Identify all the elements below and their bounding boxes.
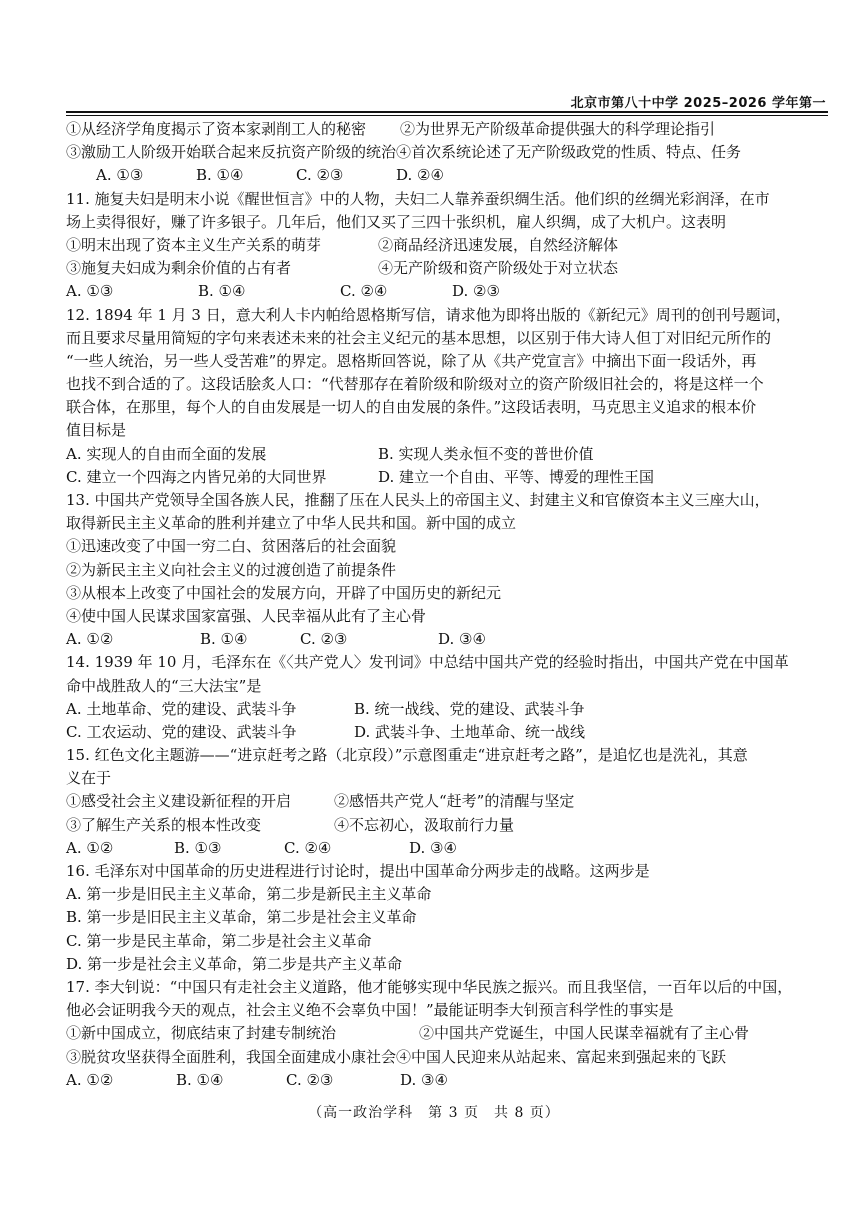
question-stem: 16. 毛泽东对中国革命的历史进程进行讨论时，提出中国革命分两步走的战略。这两步是 (66, 862, 650, 880)
statement: ③脱贫攻坚获得全面胜利，我国全面建成小康社会 (66, 1047, 397, 1066)
option-row (66, 466, 836, 489)
statement: ①从经济学角度揭示了资本家剥削工人的秘密 (66, 120, 367, 138)
option-a: A. ①② (66, 630, 114, 649)
option-b: B. ①④ (198, 282, 246, 301)
statement: ④中国人民迎来从站起来、富起来到强起来的飞跃 (396, 1047, 727, 1066)
option-c: C. ②④ (340, 282, 388, 301)
option-row (66, 628, 836, 651)
statement-row (66, 814, 836, 837)
statement: ②为新民主主义向社会主义的过渡创造了前提条件 (66, 560, 397, 579)
option-row (66, 443, 836, 466)
option-row (66, 280, 836, 303)
statement: ②商品经济迅速发展，自然经济解体 (378, 235, 619, 254)
option-d: D. ③④ (400, 1070, 448, 1089)
question-stem: 而且要求尽量用简短的字句来表述未来的社会主义纪元的基本思想，以区别于伟大诗人但丁对旧纪元所作的 (66, 328, 772, 347)
option-c: C. ②③ (286, 1070, 334, 1089)
statement: ②感悟共产党人“赶考”的清醒与坚定 (334, 792, 575, 811)
option-b: B. ①④ (176, 1070, 224, 1089)
statement: ②中国共产党诞生，中国人民谋幸福就有了主心骨 (419, 1024, 750, 1043)
header-rule (66, 111, 828, 113)
statement: ③从根本上改变了中国社会的发展方向，开辟了中国历史的新纪元 (66, 583, 502, 602)
option-a: A. 实现人的自由而全面的发展 (66, 444, 267, 463)
statement-row (66, 790, 836, 813)
option-b: B. 实现人类永恒不变的普世价值 (378, 444, 594, 463)
question-stem: 场上卖得很好，赚了许多银子。几年后，他们又买了三四十张织机，雇人织绸，成了大机户。这表明 (66, 212, 727, 231)
question-stem: 命中战胜敌人的“三大法宝”是 (66, 676, 262, 695)
statement: ①感受社会主义建设新征程的开启 (66, 792, 292, 811)
question-stem: “一些人统治，另一些人受苦难”的界定。恩格斯回答说，除了从《共产党宣言》中摘出下面一段话外，再 (66, 351, 757, 370)
option-a: A. ①② (66, 1070, 114, 1089)
question-stem: 义在于 (66, 769, 112, 788)
page-header: 北京市第八十中学 2025–2026 学年第一 (570, 96, 826, 111)
option-row (66, 698, 836, 721)
question-stem: 12. 1894 年 1 月 3 日，意大利人卡内帕给恩格斯写信，请求他为即将出版的《新纪元》周刊的创刊号题词， (66, 305, 791, 324)
option-d: D. 建立一个自由、平等、博爱的理性王国 (378, 467, 655, 486)
question-stem: 17. 李大钊说：“中国只有走社会主义道路，他才能够实现中华民族之振兴。而且我坚信，一百年以后的中国， (66, 977, 793, 996)
option-row (66, 721, 836, 744)
option-c: C. 工农运动、党的建设、武装斗争 (66, 722, 297, 741)
option-d: D. 第一步是社会主义革命，第二步是共产主义革命 (66, 954, 403, 973)
option-b: B. 第一步是旧民主主义革命，第二步是社会主义革命 (66, 908, 417, 927)
question-stem: 他必会证明我今天的观点，社会主义绝不会辜负中国！”最能证明李大钊预言科学性的事实是 (66, 1001, 674, 1020)
statement-row (66, 1046, 836, 1069)
statement: ④使中国人民谋求国家富强、人民幸福从此有了主心骨 (66, 606, 427, 625)
statement-row (66, 1022, 836, 1045)
statement-row (66, 118, 836, 141)
option-b: B. ①④ (200, 630, 248, 649)
option-a: A. ①③ (96, 166, 144, 185)
statement: ③激励工人阶级开始联合起来反抗资产阶级的统治 (66, 143, 397, 162)
question-content (66, 118, 836, 1092)
option-a: A. ①② (66, 838, 114, 857)
option-b: B. ①④ (196, 166, 244, 185)
option-c: C. ②③ (300, 630, 348, 649)
option-c: C. 建立一个四海之内皆兄弟的大同世界 (66, 467, 327, 486)
option-b: B. 统一战线、党的建设、武装斗争 (354, 699, 585, 718)
option-row (66, 1069, 836, 1092)
question-stem: 14. 1939 年 10 月，毛泽东在《〈共产党人〉发刊词》中总结中国共产党的经验时指出，中国共产党在中国革 (66, 653, 789, 672)
header-rule-thin (66, 115, 828, 116)
option-d: D. ③④ (409, 838, 457, 857)
option-row (66, 164, 836, 187)
statement: ④首次系统论述了无产阶级政党的性质、特点、任务 (396, 143, 742, 162)
statement: ④无产阶级和资产阶级处于对立状态 (378, 259, 619, 278)
option-c: C. ②③ (296, 166, 344, 185)
statement: ③施复夫妇成为剩余价值的占有者 (66, 259, 292, 278)
statement: ④不忘初心，汲取前行力量 (334, 815, 515, 834)
option-d: D. ②④ (396, 166, 444, 185)
option-a: A. 土地革命、党的建设、武装斗争 (66, 699, 297, 718)
option-row (66, 837, 836, 860)
question-stem: 也找不到合适的了。这段话脍炙人口：“代替那存在着阶级和阶级对立的资产阶级旧社会的，将是这样一个 (66, 375, 764, 394)
statement: ①新中国成立，彻底结束了封建专制统治 (66, 1024, 337, 1043)
page-footer: （高一政治学科 第 3 页 共 8 页） (308, 1105, 560, 1121)
question-stem: 15. 红色文化主题游——“进京赶考之路（北京段）”示意图重走“进京赶考之路”，是追忆也是洗礼，其意 (66, 746, 748, 765)
statement: ③了解生产关系的根本性改变 (66, 815, 262, 834)
question-stem: 13. 中国共产党领导全国各族人民，推翻了压在人民头上的帝国主义、封建主义和官僚资本主义三座大山， (66, 491, 770, 509)
statement-row (66, 141, 836, 164)
question-stem: 取得新民主主义革命的胜利并建立了中华人民共和国。新中国的成立 (66, 514, 517, 533)
statement-row (66, 257, 836, 280)
option-d: D. ②③ (452, 282, 500, 301)
option-a: A. 第一步是旧民主主义革命，第二步是新民主主义革命 (66, 885, 432, 904)
statement: ②为世界无产阶级革命提供强大的科学理论指引 (400, 120, 716, 138)
option-d: D. 武装斗争、土地革命、统一战线 (354, 722, 586, 741)
statement-row (66, 234, 836, 257)
statement: ①迅速改变了中国一穷二白、贫困落后的社会面貌 (66, 537, 397, 556)
question-stem: 联合体，在那里，每个人的自由发展是一切人的自由发展的条件。”这段话表明，马克思主义追求的根本价 (66, 398, 757, 417)
option-a: A. ①③ (66, 282, 114, 301)
statement: ①明末出现了资本主义生产关系的萌芽 (66, 235, 322, 254)
option-c: C. 第一步是民主革命，第二步是社会主义革命 (66, 931, 372, 950)
option-b: B. ①③ (174, 838, 222, 857)
question-stem: 11. 施复夫妇是明末小说《醒世恒言》中的人物，夫妇二人靠养蚕织绸生活。他们织的丝绸光彩润泽，在市 (66, 189, 770, 208)
option-c: C. ②④ (284, 838, 332, 857)
question-stem: 值目标是 (66, 421, 127, 440)
option-d: D. ③④ (438, 630, 486, 649)
